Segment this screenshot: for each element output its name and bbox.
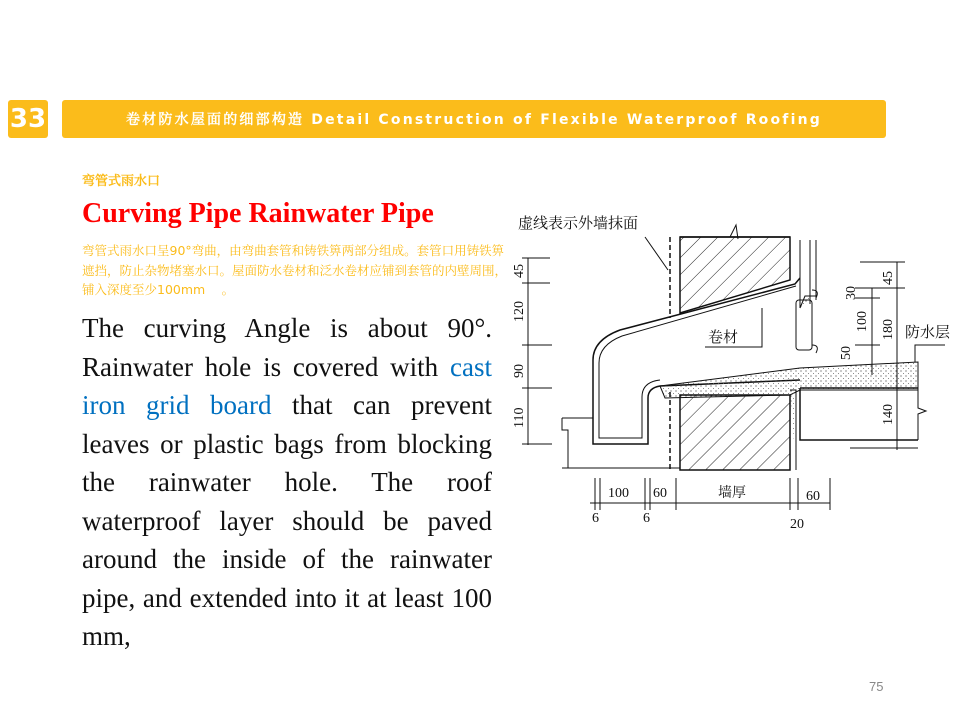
dim-right-45: 45 <box>881 271 896 285</box>
section-number: 33 <box>8 100 48 138</box>
page-number: 75 <box>869 679 884 694</box>
body-highlight: cast iron grid board <box>82 351 492 420</box>
subtitle-cn: 弯管式雨水口 <box>82 174 161 189</box>
body-part-1: The curving Angle is about 90°. Rainwater hole is covered with <box>82 313 492 382</box>
lower-wall <box>680 395 790 470</box>
dim-bottom-100: 100 <box>608 486 629 501</box>
slide-title: 卷材防水屋面的细部构造 Detail Construction of Flexible Waterproof Roofing <box>126 112 822 128</box>
dim-right-100: 100 <box>855 311 870 332</box>
dim-bottom-6a: 6 <box>592 511 599 526</box>
dim-right-30: 30 <box>844 286 859 300</box>
dim-left-120: 120 <box>512 301 527 322</box>
body-text <box>82 309 492 656</box>
body-part-2: that can prevent leaves or plastic bags from blocking the rainwater hole. The roof waterproof layer should be paved around the inside of the rainwater pipe, and extended into it at least 100 mm, <box>82 390 492 651</box>
roof-slab <box>800 388 918 440</box>
dim-bottom-20: 20 <box>790 517 804 532</box>
dim-left-90: 90 <box>512 364 527 378</box>
slide-title-bar <box>62 100 886 138</box>
dim-bottom-60a: 60 <box>653 486 667 501</box>
dim-right-50: 50 <box>839 346 854 360</box>
rainwater-outlet-diagram <box>500 200 960 540</box>
dim-left-45: 45 <box>512 264 527 278</box>
dim-bottom-60b: 60 <box>806 489 820 504</box>
dim-right-180: 180 <box>881 319 896 340</box>
title-en: Curving Pipe Rainwater Pipe <box>82 198 434 229</box>
description-cn: 弯管式雨水口呈90°弯曲，由弯曲套管和铸铁箅两部分组成。套管口用铸铁箅遮挡，防止杂物堵塞水口。屋面防水卷材和泛水卷材应铺到套管的内壁周围，铺入深度至少100mm 。 <box>82 243 508 297</box>
dim-bottom-6b: 6 <box>643 511 650 526</box>
label-wall-thickness: 墙厚 <box>718 486 746 501</box>
label-waterproof-layer: 防水层 <box>905 325 951 341</box>
dim-left-110: 110 <box>512 407 527 428</box>
label-membrane: 卷材 <box>708 330 739 346</box>
screed-layer <box>660 362 918 398</box>
label-dashed-line: 虚线表示外墙抹面 <box>518 216 639 232</box>
dim-right-140: 140 <box>881 404 896 425</box>
upper-wall <box>680 237 790 313</box>
